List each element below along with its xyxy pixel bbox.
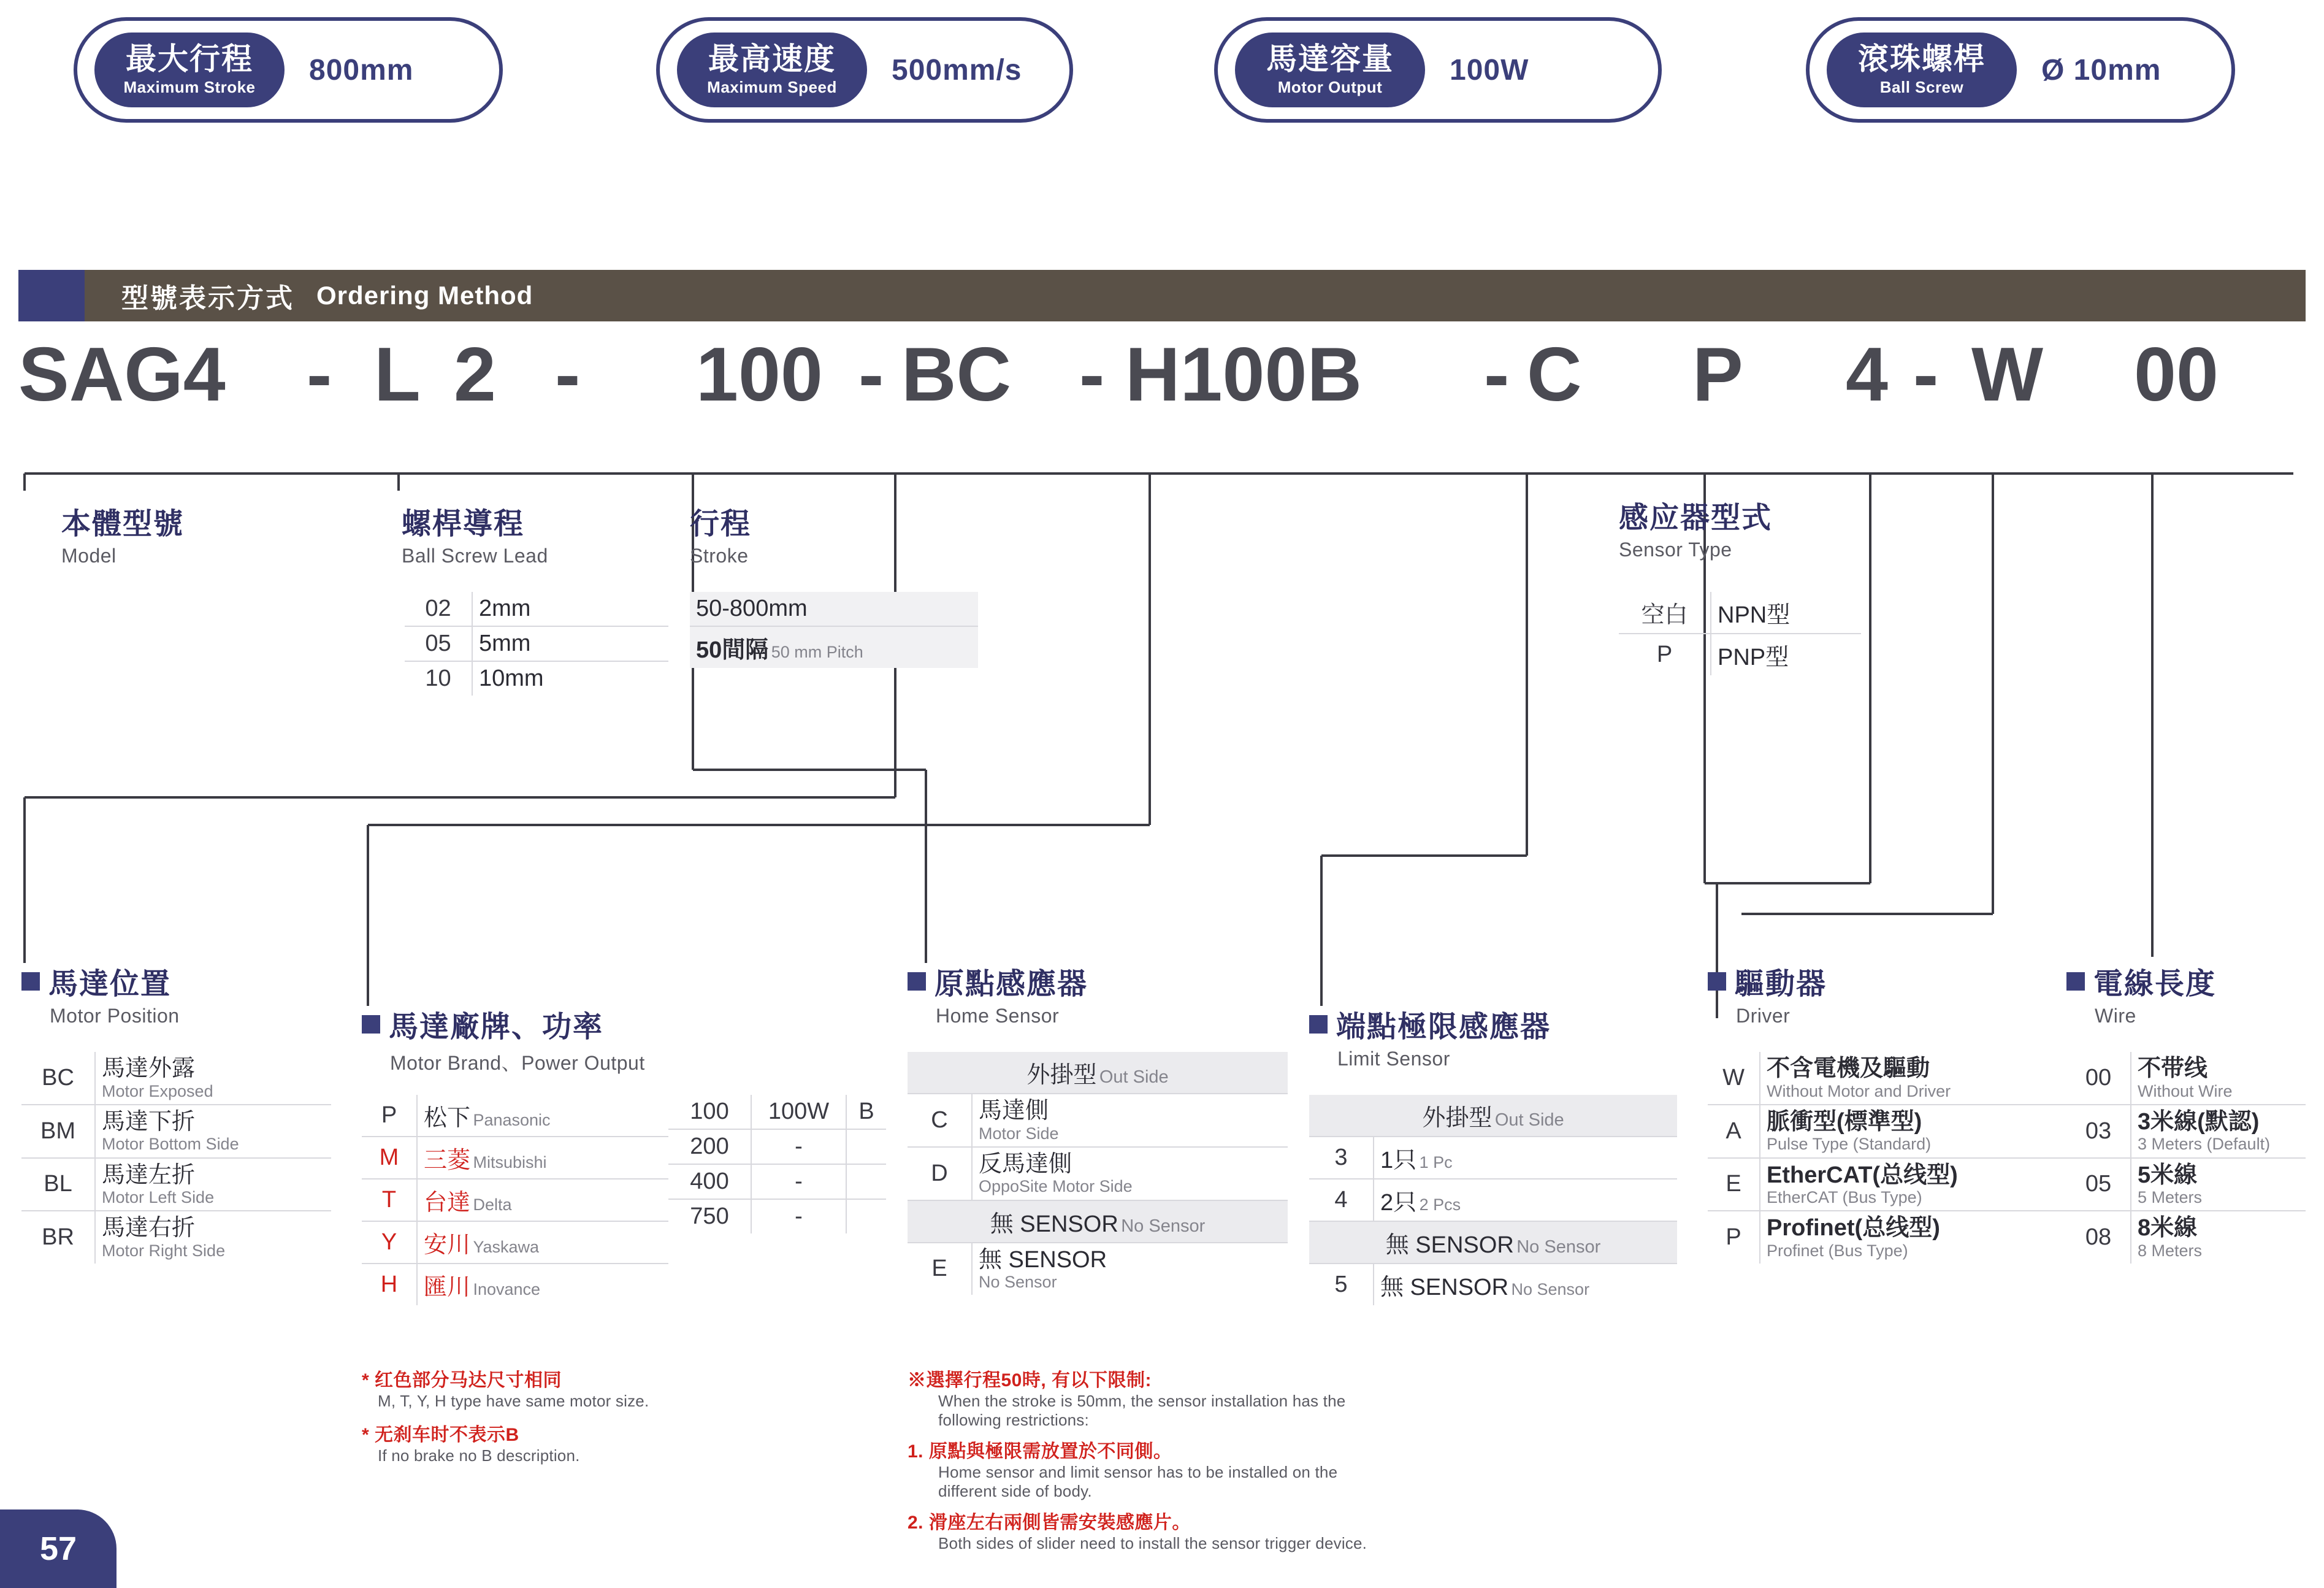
limit-sensor-key: 3 [1309, 1137, 1374, 1179]
spec-value: Ø 10mm [2041, 53, 2162, 86]
motor-position-key: BL [21, 1158, 95, 1211]
code-dash-3: - [858, 332, 884, 417]
motor-position-key: BR [21, 1211, 95, 1264]
driver-value: 不含電機及驅動 Without Motor and Driver [1760, 1052, 2076, 1105]
power-num: 750 [668, 1199, 751, 1233]
block-title-home-sensor [908, 960, 1088, 1027]
lead-value: 2mm [472, 592, 668, 626]
power-brake [846, 1199, 886, 1233]
motor-brand-title-cn: 馬達廠牌、功率 [362, 1003, 645, 1045]
table-row [2066, 1105, 2306, 1158]
home-sensor-value: 馬達側 Motor Side [972, 1094, 1288, 1147]
lead-key: 10 [405, 661, 472, 696]
wire-table [2066, 1052, 2306, 1264]
home-sensor-head: 外掛型 Out Side [908, 1052, 1288, 1094]
page-number: 57 [0, 1509, 117, 1588]
note-item-cn: 1. 原點與極限需放置於不同側。 [908, 1441, 1172, 1462]
table-row [668, 1199, 886, 1233]
spec-value: 800mm [309, 53, 414, 86]
note-en: If no brake no B description. [378, 1446, 580, 1465]
section-header [18, 270, 2306, 321]
motor-position-key: BM [21, 1105, 95, 1158]
driver-table [1708, 1052, 2076, 1264]
spec-pill-max-speed [656, 17, 1073, 123]
sensor-type-value: PNP型 [1718, 645, 1789, 670]
stroke-title-en: Stroke [690, 545, 749, 567]
driver-value: EtherCAT(总线型) EtherCAT (Bus Type) [1760, 1158, 2076, 1211]
spec-label-en: Maximum Stroke [123, 77, 256, 96]
lead-title-cn: 螺桿導程 [402, 508, 525, 540]
brand-key: P [362, 1095, 417, 1137]
limit-sensor-value: 1只 1 Pc [1374, 1137, 1677, 1179]
code-part-motor-brand: H100B [1125, 332, 1362, 417]
code-part-driver: W [1971, 332, 2044, 417]
block-title-driver [1708, 960, 1827, 1027]
block-title-motor-brand [362, 1003, 645, 1076]
block-title-model [61, 500, 184, 567]
brand-value: 匯川 Inovance [424, 1275, 541, 1300]
brand-key: M [362, 1137, 417, 1179]
driver-key: W [1708, 1052, 1760, 1105]
table-header-row [1309, 1095, 1677, 1137]
table-row [908, 1200, 1288, 1243]
table-row [362, 1179, 668, 1221]
limit-sensor-table [1309, 1095, 1677, 1305]
sensor-type-title-cn: 感应器型式 [1619, 502, 1773, 534]
table-row [21, 1211, 331, 1264]
spec-label-cn: 滾珠螺桿 [1858, 42, 1986, 77]
table-row [668, 1129, 886, 1164]
brand-key: H [362, 1264, 417, 1305]
motor-brand-title-en: Motor Brand、Power Output [390, 1052, 645, 1074]
table-row [1309, 1264, 1677, 1305]
code-part-home-sensor: C [1527, 332, 1582, 417]
spec-label-cn: 馬達容量 [1266, 42, 1394, 77]
model-title-cn: 本體型號 [61, 508, 185, 540]
motor-power-table [668, 1095, 886, 1233]
power-num: 100 [668, 1095, 751, 1129]
spec-label-en: Ball Screw [1879, 77, 1964, 96]
table-row [668, 1095, 886, 1129]
note-item-en: Both sides of slider need to install the sensor trigger device. [938, 1534, 1367, 1552]
motor-position-table [21, 1052, 331, 1264]
limit-sensor-value: 2只 2 Pcs [1374, 1179, 1677, 1221]
driver-value: 脈衝型(標準型) Pulse Type (Standard) [1760, 1105, 2076, 1158]
power-watt: - [751, 1199, 846, 1233]
home-sensor-nosensor: 無 SENSOR No Sensor [908, 1200, 1288, 1243]
code-part-motor-pos: BC [901, 332, 1012, 417]
lead-value: 10mm [479, 666, 544, 691]
table-row [405, 661, 668, 696]
table-row [1708, 1052, 2076, 1105]
stroke-table [690, 592, 978, 668]
sensor-type-table [1619, 592, 1861, 675]
code-part-lead-letter: L [374, 332, 421, 417]
table-row [1708, 1158, 2076, 1211]
stroke-title-cn: 行程 [690, 508, 752, 540]
motor-position-title-cn: 馬達位置 [21, 960, 180, 1002]
model-code [0, 331, 2324, 429]
spec-label-en: Maximum Speed [707, 77, 837, 96]
motor-position-value: 馬達左折 Motor Left Side [95, 1158, 331, 1211]
note-title-en: When the stroke is 50mm, the sensor installation has the following restrictions: [938, 1392, 1346, 1429]
home-sensor-value: 反馬達側 OppoSite Motor Side [972, 1147, 1288, 1200]
lead-key: 02 [405, 592, 472, 626]
wire-value: 3米線(默認) 3 Meters (Default) [2131, 1105, 2306, 1158]
brand-value: 松下 Panasonic [417, 1095, 668, 1137]
table-row [21, 1105, 331, 1158]
motor-position-value: 馬達右折 Motor Right Side [102, 1215, 226, 1260]
wire-key: 00 [2066, 1052, 2131, 1105]
stroke-range: 50-800mm [690, 592, 978, 626]
driver-title-en: Driver [1736, 1005, 1791, 1027]
code-dash-6: - [1913, 332, 1939, 417]
table-row [908, 1147, 1288, 1200]
lead-title-en: Ball Screw Lead [402, 545, 548, 567]
code-part-sensor-type: P [1692, 332, 1743, 417]
table-row [362, 1264, 668, 1305]
home-sensor-key: E [908, 1243, 972, 1295]
sensor-type-key: P [1619, 634, 1711, 675]
code-part-lead-num: 2 [454, 332, 496, 417]
spec-label-en: Motor Output [1277, 77, 1383, 96]
table-row [1309, 1137, 1677, 1179]
wire-title-cn: 電線長度 [2066, 960, 2216, 1002]
sensor-type-title-en: Sensor Type [1619, 539, 1732, 561]
spec-tag [94, 33, 285, 107]
home-sensor-title-en: Home Sensor [936, 1005, 1060, 1027]
code-part-model: SAG4 [18, 332, 226, 417]
table-row [1708, 1211, 2076, 1264]
table-row [1619, 634, 1861, 675]
motor-brand-table [362, 1095, 668, 1305]
spec-tag [677, 33, 867, 107]
block-title-limit-sensor [1309, 1003, 1551, 1070]
block-title-sensor-type [1619, 494, 1772, 561]
code-part-wire: 00 [2134, 332, 2219, 417]
table-header-row [908, 1052, 1288, 1094]
table-row [908, 1094, 1288, 1147]
wire-value: 8米線 8 Meters [2138, 1215, 2203, 1260]
code-dash-5: - [1484, 332, 1510, 417]
driver-key: A [1708, 1105, 1760, 1158]
block-title-ball-screw-lead [402, 500, 548, 567]
table-row [2066, 1211, 2306, 1264]
spec-pill-row [74, 17, 2293, 140]
limit-sensor-value: 無 SENSOR No Sensor [1380, 1275, 1590, 1300]
lead-value: 5mm [472, 626, 668, 661]
brand-value: 台達 Delta [417, 1179, 668, 1221]
note-cn: * 无刹车时不表示B [362, 1425, 519, 1445]
wire-value: 5米線 5 Meters [2131, 1158, 2306, 1211]
driver-key: E [1708, 1158, 1760, 1211]
power-brake: B [846, 1095, 886, 1129]
spec-pill-motor-output [1214, 17, 1662, 123]
home-sensor-notes [908, 1365, 1374, 1553]
power-num: 400 [668, 1164, 751, 1199]
power-watt: - [751, 1129, 846, 1164]
power-watt: 100W [751, 1095, 846, 1129]
table-row [1309, 1179, 1677, 1221]
table-row [1309, 1221, 1677, 1264]
limit-sensor-title-en: Limit Sensor [1337, 1048, 1450, 1070]
table-row [2066, 1052, 2306, 1105]
power-num: 200 [668, 1129, 751, 1164]
code-part-limit-sensor: 4 [1846, 332, 1888, 417]
motor-position-value: 馬達下折 Motor Bottom Side [95, 1105, 331, 1158]
home-sensor-value: 無 SENSOR No Sensor [979, 1246, 1107, 1292]
sensor-type-value: NPN型 [1711, 592, 1861, 634]
table-row [908, 1243, 1288, 1295]
motor-brand-notes [362, 1365, 803, 1465]
code-dash-2: - [555, 332, 581, 417]
wire-title-en: Wire [2095, 1005, 2136, 1027]
note-title-cn: ※選擇行程50時, 有以下限制: [908, 1370, 1152, 1390]
wire-key: 05 [2066, 1158, 2131, 1211]
spec-tag [1827, 33, 2017, 107]
brand-key: Y [362, 1221, 417, 1264]
section-title-cn: 型號表示方式 [121, 283, 294, 313]
limit-sensor-nosensor: 無 SENSOR No Sensor [1309, 1221, 1677, 1264]
wire-key: 03 [2066, 1105, 2131, 1158]
section-title-en: Ordering Method [316, 281, 533, 310]
note-en: M, T, Y, H type have same motor size. [378, 1392, 649, 1410]
limit-sensor-key: 5 [1309, 1264, 1374, 1305]
table-row [1708, 1105, 2076, 1158]
note-item-cn: 2. 滑座左右兩側皆需安裝感應片。 [908, 1513, 1191, 1533]
table-row [2066, 1158, 2306, 1211]
code-part-stroke: 100 [696, 332, 823, 417]
section-header-marker [18, 270, 85, 321]
power-brake [846, 1129, 886, 1164]
code-dash-4: - [1079, 332, 1105, 417]
table-row [690, 592, 978, 626]
limit-sensor-head: 外掛型 Out Side [1309, 1095, 1677, 1137]
stroke-pitch-cn: 50間隔 [696, 637, 769, 663]
spec-pill-ball-screw [1806, 17, 2235, 123]
note-cn: * 红色部分马达尺寸相同 [362, 1370, 562, 1390]
driver-title-cn: 驅動器 [1708, 960, 1827, 1002]
spec-label-cn: 最高速度 [708, 42, 836, 77]
spec-value: 500mm/s [892, 53, 1022, 86]
lead-key: 05 [405, 626, 472, 661]
spec-value: 100W [1450, 53, 1529, 86]
table-row [362, 1137, 668, 1179]
table-row [690, 626, 978, 668]
motor-position-title-en: Motor Position [50, 1005, 180, 1027]
block-title-wire [2066, 960, 2216, 1027]
home-sensor-key: C [908, 1094, 972, 1147]
brand-value: 三菱 Mitsubishi [417, 1137, 668, 1179]
table-row [21, 1052, 331, 1105]
table-row [362, 1095, 668, 1137]
table-row [668, 1164, 886, 1199]
limit-sensor-key: 4 [1309, 1179, 1374, 1221]
stroke-pitch-en: 50 mm Pitch [771, 643, 863, 661]
power-watt: - [751, 1164, 846, 1199]
block-title-stroke [690, 500, 751, 567]
stroke-pitch-cell [690, 626, 978, 668]
motor-position-value: 馬達外露 Motor Exposed [95, 1052, 331, 1105]
block-title-motor-position [21, 960, 180, 1027]
home-sensor-title-cn: 原點感應器 [908, 960, 1088, 1002]
model-title-en: Model [61, 545, 117, 567]
wire-key: 08 [2066, 1211, 2131, 1264]
home-sensor-key: D [908, 1147, 972, 1200]
sensor-type-key: 空白 [1619, 592, 1711, 634]
driver-key: P [1708, 1211, 1760, 1264]
table-row [405, 592, 668, 626]
spec-tag [1235, 33, 1425, 107]
limit-sensor-title-cn: 端點極限感應器 [1309, 1003, 1551, 1045]
table-row [405, 626, 668, 661]
note-item-en: Home sensor and limit sensor has to be installed on the different side of body. [938, 1463, 1338, 1500]
ball-screw-lead-table [405, 592, 668, 696]
wire-value: 不带线 Without Wire [2131, 1052, 2306, 1105]
code-dash-1: - [307, 332, 332, 417]
table-row [21, 1158, 331, 1211]
driver-value: Profinet(总线型) Profinet (Bus Type) [1767, 1215, 1940, 1260]
home-sensor-table [908, 1052, 1288, 1295]
spec-pill-max-stroke [74, 17, 503, 123]
power-brake [846, 1164, 886, 1199]
spec-label-cn: 最大行程 [126, 42, 253, 77]
brand-key: T [362, 1179, 417, 1221]
table-row [1619, 592, 1861, 634]
table-row [362, 1221, 668, 1264]
brand-value: 安川 Yaskawa [417, 1221, 668, 1264]
motor-position-key: BC [21, 1052, 95, 1105]
